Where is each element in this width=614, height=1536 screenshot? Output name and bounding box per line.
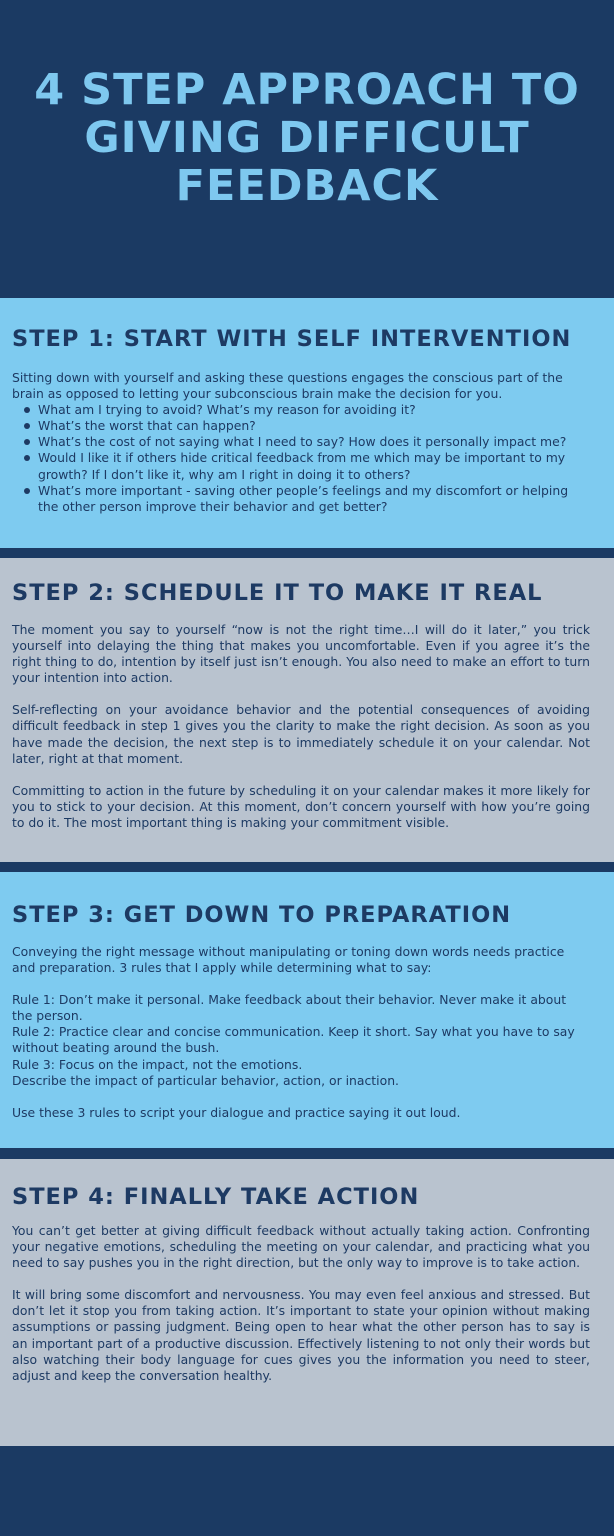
step-2-section xyxy=(0,558,614,862)
list-item: Would I like it if others hide critical feedback from me which may be important to my growth? If I don’t like it, why am I right in doing it to others? xyxy=(22,450,590,482)
paragraph: It will bring some discomfort and nervousness. You may even feel anxious and stressed. But don’t let it stop you from taking action. It’s important to state your opinion without making assumptions or passing judgment. Being open to hear what the other person has to say is an important part of a productive discussion. Effectively listening to not only their words but also watching their body language for cues gives you the information you need to steer, adjust and keep the conversation healthy. xyxy=(12,1287,590,1383)
rule-line: Rule 1: Don’t make it personal. Make feedback about their behavior. Never make it about the person. xyxy=(12,992,567,1024)
step-3-heading: STEP 3: GET DOWN TO PREPARATION xyxy=(12,902,512,928)
rule-line: Rule 2: Practice clear and concise communication. Keep it short. Say what you have to say without beating around the bush. xyxy=(12,1024,575,1056)
step-4-heading: STEP 4: FINALLY TAKE ACTION xyxy=(12,1184,420,1210)
paragraph: The moment you say to yourself “now is not the right time…I will do it later,” you trick yourself into delaying the thing that makes you uncomfortable. Even if you agree it’s the right thing to do, intention by itself just isn’t enough. You also need to make an effort to turn your intention into action. xyxy=(12,622,590,686)
step-1-question-list xyxy=(22,402,590,515)
step-2-heading: STEP 2: SCHEDULE IT TO MAKE IT REAL xyxy=(12,580,543,606)
step-2-body xyxy=(12,622,590,831)
list-item: What’s the cost of not saying what I need to say? How does it personally impact me? xyxy=(22,434,590,450)
list-item: What’s the worst that can happen? xyxy=(22,418,590,434)
list-item: What am I trying to avoid? What’s my reason for avoiding it? xyxy=(22,402,590,418)
step-4-section xyxy=(0,1159,614,1446)
title-line: 4 STEP APPROACH TO xyxy=(34,65,580,115)
step-3-section xyxy=(0,872,614,1148)
paragraph: You can’t get better at giving difficult feedback without actually taking action. Confronting your negative emotions, scheduling the meeting on your calendar, and practicing what you need to say pushes you in the right direction, but the only way to improve is to take action. xyxy=(12,1223,590,1271)
header-banner xyxy=(0,0,614,298)
step-4-body xyxy=(12,1223,590,1384)
title-line: GIVING DIFFICULT xyxy=(84,113,530,163)
paragraph: Self-reflecting on your avoidance behavior and the potential consequences of avoiding difficult feedback in step 1 gives you the clarity to make the right decision. As soon as you have made the decision, the next step is to immediately schedule it on your calendar. Not later, right at that moment. xyxy=(12,702,590,766)
step-1-section xyxy=(0,298,614,548)
rule-line: Describe the impact of particular behavior, action, or inaction. xyxy=(12,1072,399,1088)
title-line: FEEDBACK xyxy=(175,161,439,211)
list-item: What’s more important - saving other people’s feelings and my discomfort or helping the other person improve their behavior and get better? xyxy=(22,483,590,515)
step-3-intro: Conveying the right message without manipulating or toning down words needs practice and preparation. 3 rules that I apply while determining what to say: xyxy=(12,944,565,976)
step-1-intro: Sitting down with yourself and asking these questions engages the conscious part of the brain as opposed to letting your subconscious brain make the decision for you. xyxy=(12,370,563,402)
step-1-heading: STEP 1: START WITH SELF INTERVENTION xyxy=(12,326,572,352)
step-3-body xyxy=(12,944,590,1121)
step-1-body xyxy=(12,370,590,515)
page-title xyxy=(0,66,614,210)
step-3-closing: Use these 3 rules to script your dialogue and practice saying it out loud. xyxy=(12,1104,461,1120)
paragraph: Committing to action in the future by scheduling it on your calendar makes it more likely for you to stick to your decision. At this moment, don’t concern yourself with how you’re going to do it. The most important thing is making your commitment visible. xyxy=(12,782,590,830)
rule-line: Rule 3: Focus on the impact, not the emotions. xyxy=(12,1056,303,1072)
footer-band xyxy=(0,1446,614,1536)
